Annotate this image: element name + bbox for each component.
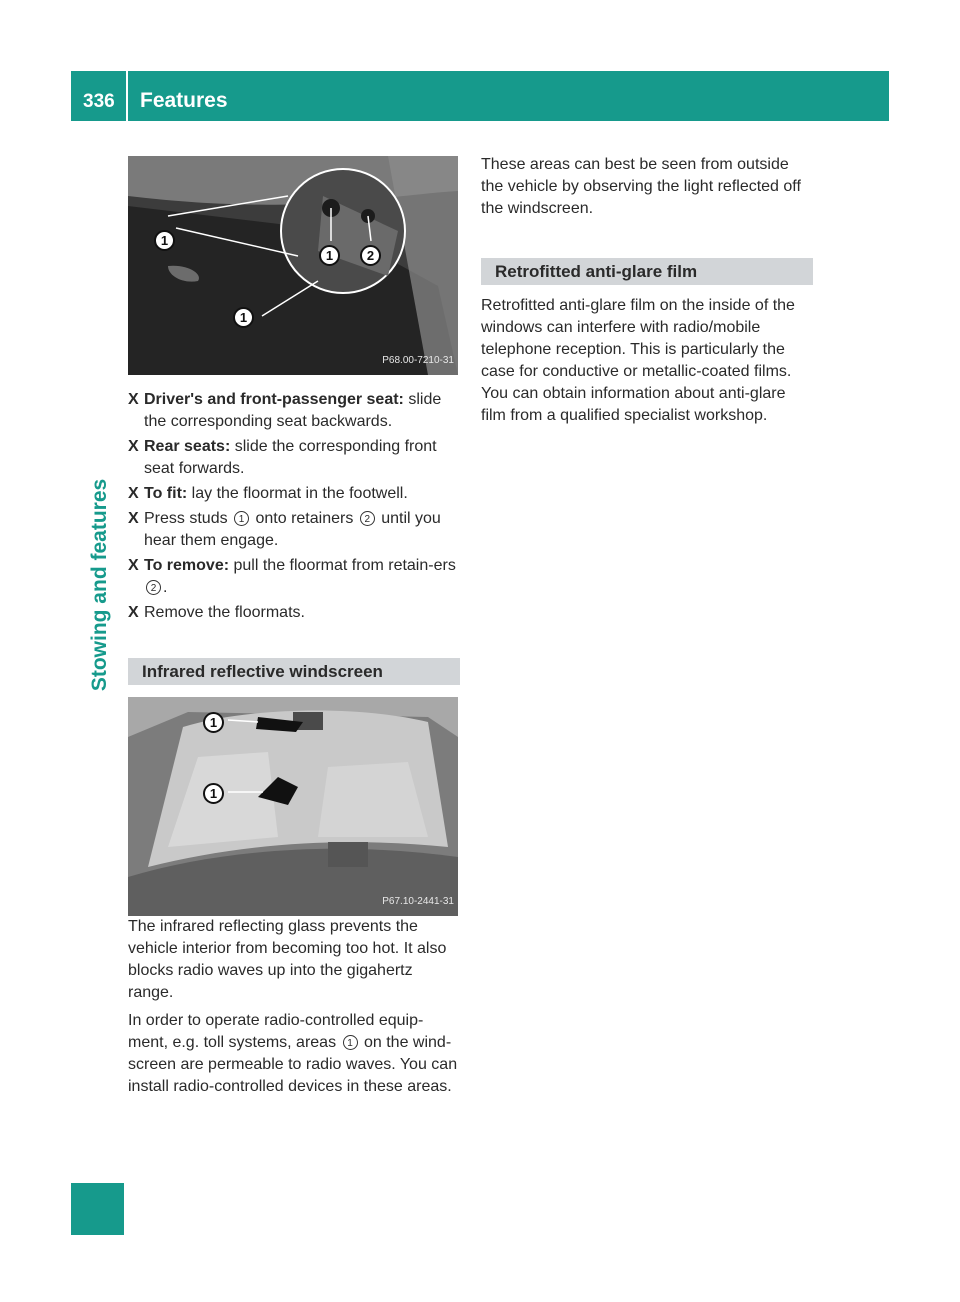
page-header	[71, 71, 889, 121]
step-marker-icon: X	[128, 438, 139, 455]
list-item: X To remove: pull the floormat from retain-ers 2 .	[128, 557, 456, 596]
step-marker-icon: X	[128, 485, 139, 502]
callout-1: 1	[233, 307, 254, 328]
section-heading: Infrared reflective windscreen	[128, 658, 460, 685]
paragraph: These areas can best be seen from outside the vehicle by observing the light reflected off the windscreen.	[481, 156, 801, 217]
list-item: X Remove the floormats.	[128, 602, 460, 624]
header-divider	[126, 71, 128, 121]
windscreen-figure	[128, 697, 458, 916]
instruction-list	[128, 389, 460, 624]
callout-1: 1	[319, 245, 340, 266]
callout-badge: 1	[343, 1035, 358, 1050]
callout-badge: 2	[146, 580, 161, 595]
paragraph: Retrofitted anti-glare film on the inside of the windows can interfere with radio/mobile telephone reception. This is particularly the case for conductive or metallic-coated films. You can obtain information about anti-glare film from a qualified specialist workshop.	[481, 297, 795, 424]
callout-1: 1	[154, 230, 175, 251]
figure-code: P67.10-2441-31	[382, 896, 454, 907]
right-column	[481, 154, 813, 433]
callout-badge: 1	[234, 511, 249, 526]
page-number: 336	[83, 91, 115, 112]
left-column	[128, 156, 460, 1104]
step-marker-icon: X	[128, 557, 139, 574]
callout-badge: 2	[360, 511, 375, 526]
list-item: X Rear seats: slide the corresponding front seat forwards.	[128, 438, 437, 477]
step-marker-icon: X	[128, 604, 139, 621]
section-heading: Retrofitted anti-glare film	[481, 258, 813, 285]
list-item: X To fit: lay the floormat in the footwell.	[128, 483, 460, 505]
callout-2: 2	[360, 245, 381, 266]
side-tab-label: Stowing and features	[88, 478, 111, 692]
callout-1: 1	[203, 712, 224, 733]
floormat-figure	[128, 156, 458, 375]
list-item: X Driver's and front-passenger seat: slide the corresponding seat backwards.	[128, 391, 442, 430]
figure-code: P68.00-7210-31	[382, 355, 454, 366]
floormat-illustration	[128, 156, 458, 375]
section-title: Features	[140, 89, 228, 112]
windscreen-illustration	[128, 697, 458, 916]
step-marker-icon: X	[128, 510, 139, 527]
side-marker	[71, 1183, 124, 1235]
step-marker-icon: X	[128, 391, 139, 408]
list-item: X Press studs 1 onto retainers 2 until you hear them engage.	[128, 510, 441, 549]
paragraph: In order to operate radio-controlled equip-ment, e.g. toll systems, areas 1 on the wind-screen are permeable to radio waves. You can install radio-controlled devices in these areas.	[128, 1012, 458, 1095]
paragraph: The infrared reflecting glass prevents the vehicle interior from becoming too hot. It also blocks radio waves up into the gigahertz range.	[128, 918, 447, 1001]
callout-1: 1	[203, 783, 224, 804]
